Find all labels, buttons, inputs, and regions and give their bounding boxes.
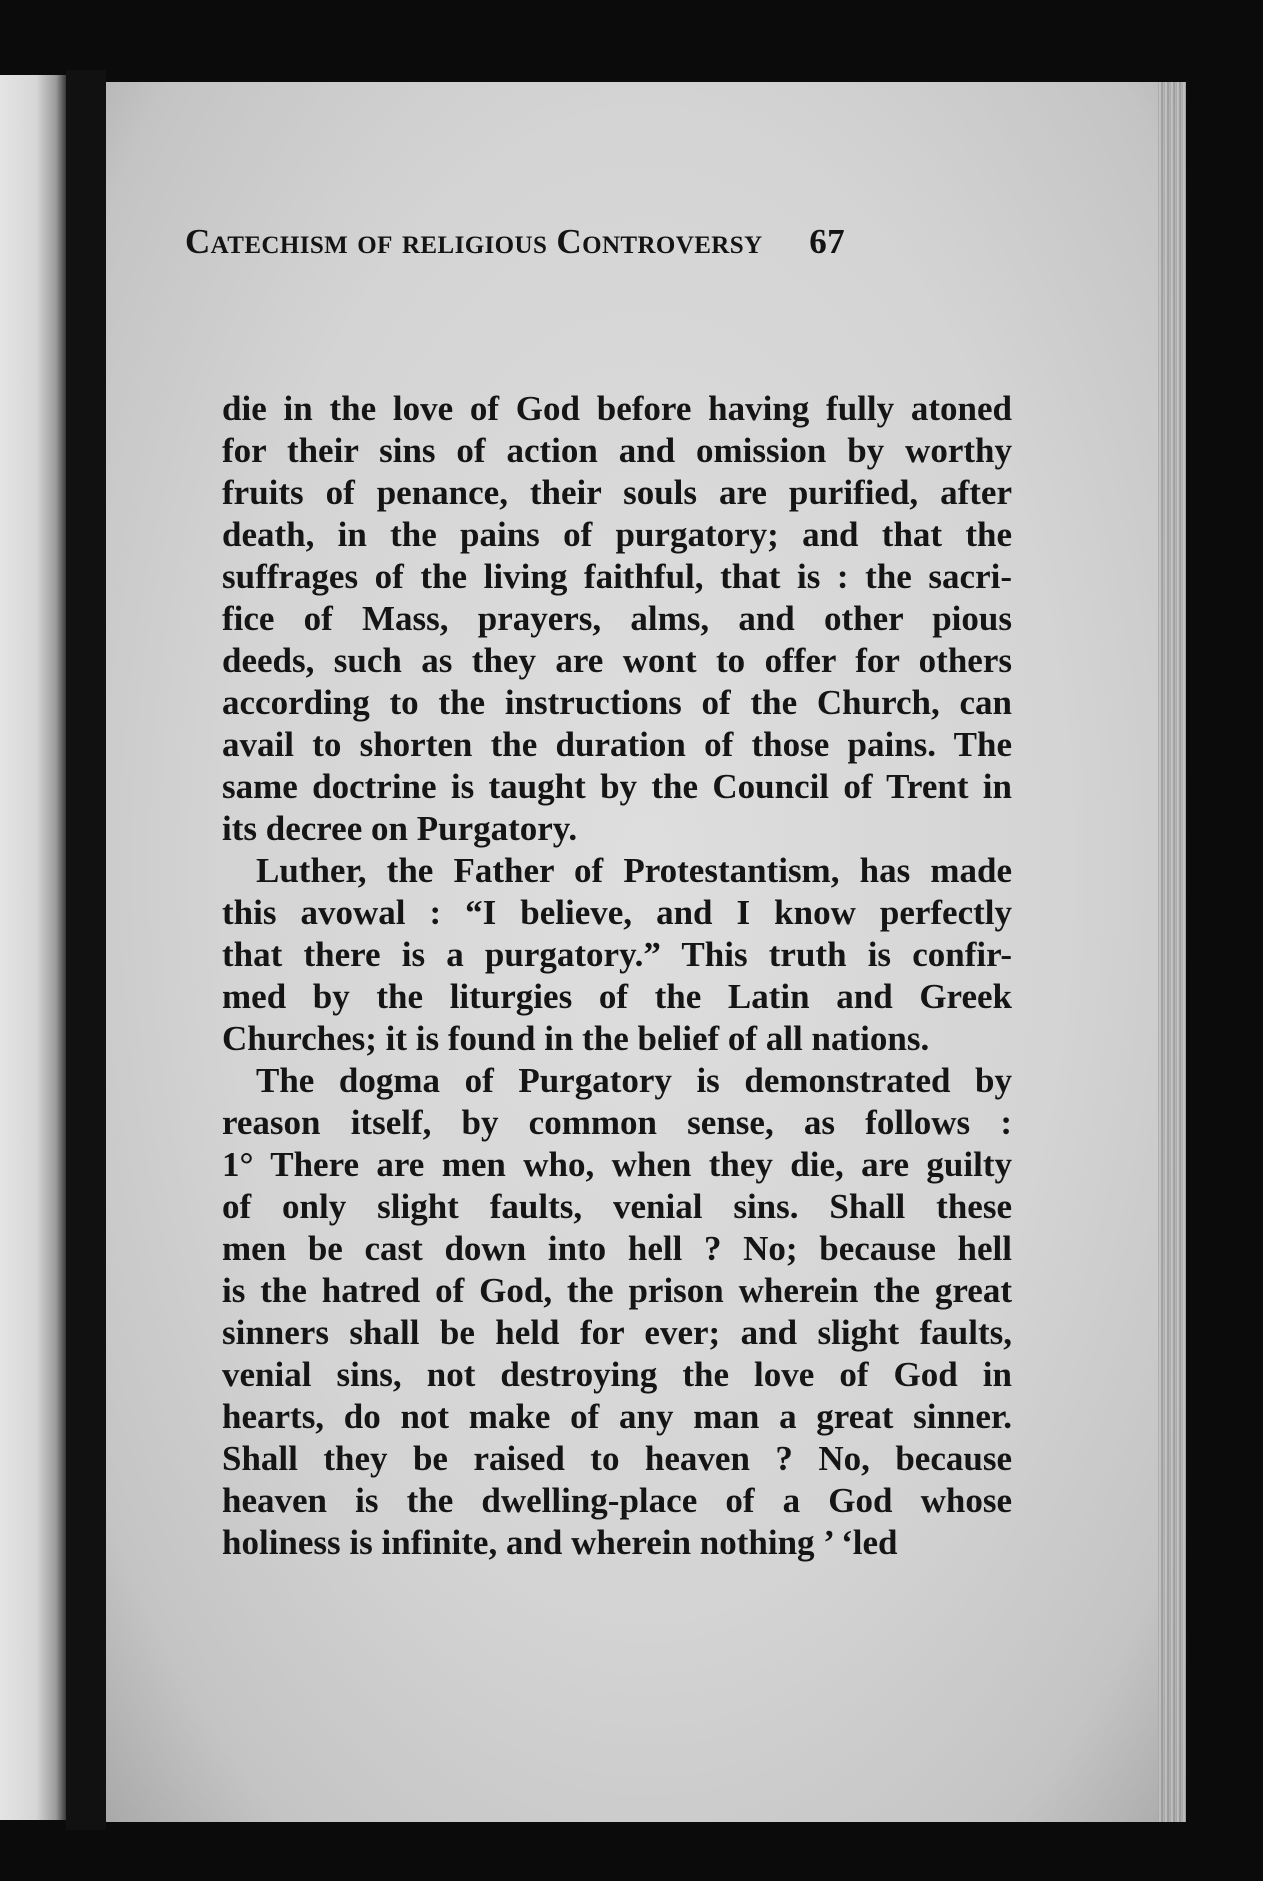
page-number: 67 [809, 222, 845, 261]
text-line: suffrages of the living faithful, that is : the sacri- [222, 557, 1012, 596]
text-line: fice of Mass, prayers, alms, and other pious [222, 599, 1012, 638]
text-line: deeds, such as they are wont to offer for others [222, 641, 1012, 680]
text-line: med by the liturgies of the Latin and Greek [222, 977, 1012, 1016]
text-line: for their sins of action and omission by worthy [222, 431, 1012, 470]
paragraph [222, 850, 1012, 1060]
text-line: avail to shorten the duration of those pains. The [222, 725, 1012, 764]
text-line: 1° There are men who, when they die, are guilty [222, 1145, 1012, 1184]
text-line: of only slight faults, venial sins. Shall these [222, 1187, 1012, 1226]
text-line: fruits of penance, their souls are purified, after [222, 473, 1012, 512]
paragraph [222, 1060, 1012, 1564]
text-line: this avowal : “I believe, and I know perfectly [222, 893, 1012, 932]
text-line: death, in the pains of purgatory; and that the [222, 515, 1012, 554]
text-line: its decree on Purgatory. [222, 809, 578, 848]
running-head [185, 222, 845, 282]
text-line: same doctrine is taught by the Council of Trent in [222, 767, 1012, 806]
book-gutter [66, 70, 106, 1830]
paragraph [222, 388, 1012, 850]
text-line: sinners shall be held for ever; and slight faults, [222, 1313, 1012, 1352]
text-line: hearts, do not make of any man a great sinner. [222, 1397, 1012, 1436]
text-line: reason itself, by common sense, as follows : [222, 1103, 1012, 1142]
text-line: die in the love of God before having fully atoned [222, 389, 1012, 428]
text-line: Luther, the Father of Protestantism, has made [256, 851, 1012, 890]
text-line: that there is a purgatory.” This truth is confir- [222, 935, 1012, 974]
text-line: The dogma of Purgatory is demonstrated by [256, 1061, 1012, 1100]
text-line: Churches; it is found in the belief of all nations. [222, 1019, 930, 1058]
page-stack-edge [1158, 82, 1186, 1822]
text-line: men be cast down into hell ? No; because hell [222, 1229, 1012, 1268]
text-line: according to the instructions of the Church, can [222, 683, 1012, 722]
text-line: holiness is infinite, and wherein nothing ’ ‘led [222, 1523, 898, 1562]
body-text [222, 388, 1012, 1564]
text-line: venial sins, not destroying the love of God in [222, 1355, 1012, 1394]
text-line: is the hatred of God, the prison wherein the great [222, 1271, 1012, 1310]
text-line: heaven is the dwelling-place of a God whose [222, 1481, 1012, 1520]
running-head-title: Catechism of religious Controversy [185, 222, 763, 261]
text-line: Shall they be raised to heaven ? No, because [222, 1439, 1012, 1478]
facing-page-edge [0, 75, 66, 1820]
